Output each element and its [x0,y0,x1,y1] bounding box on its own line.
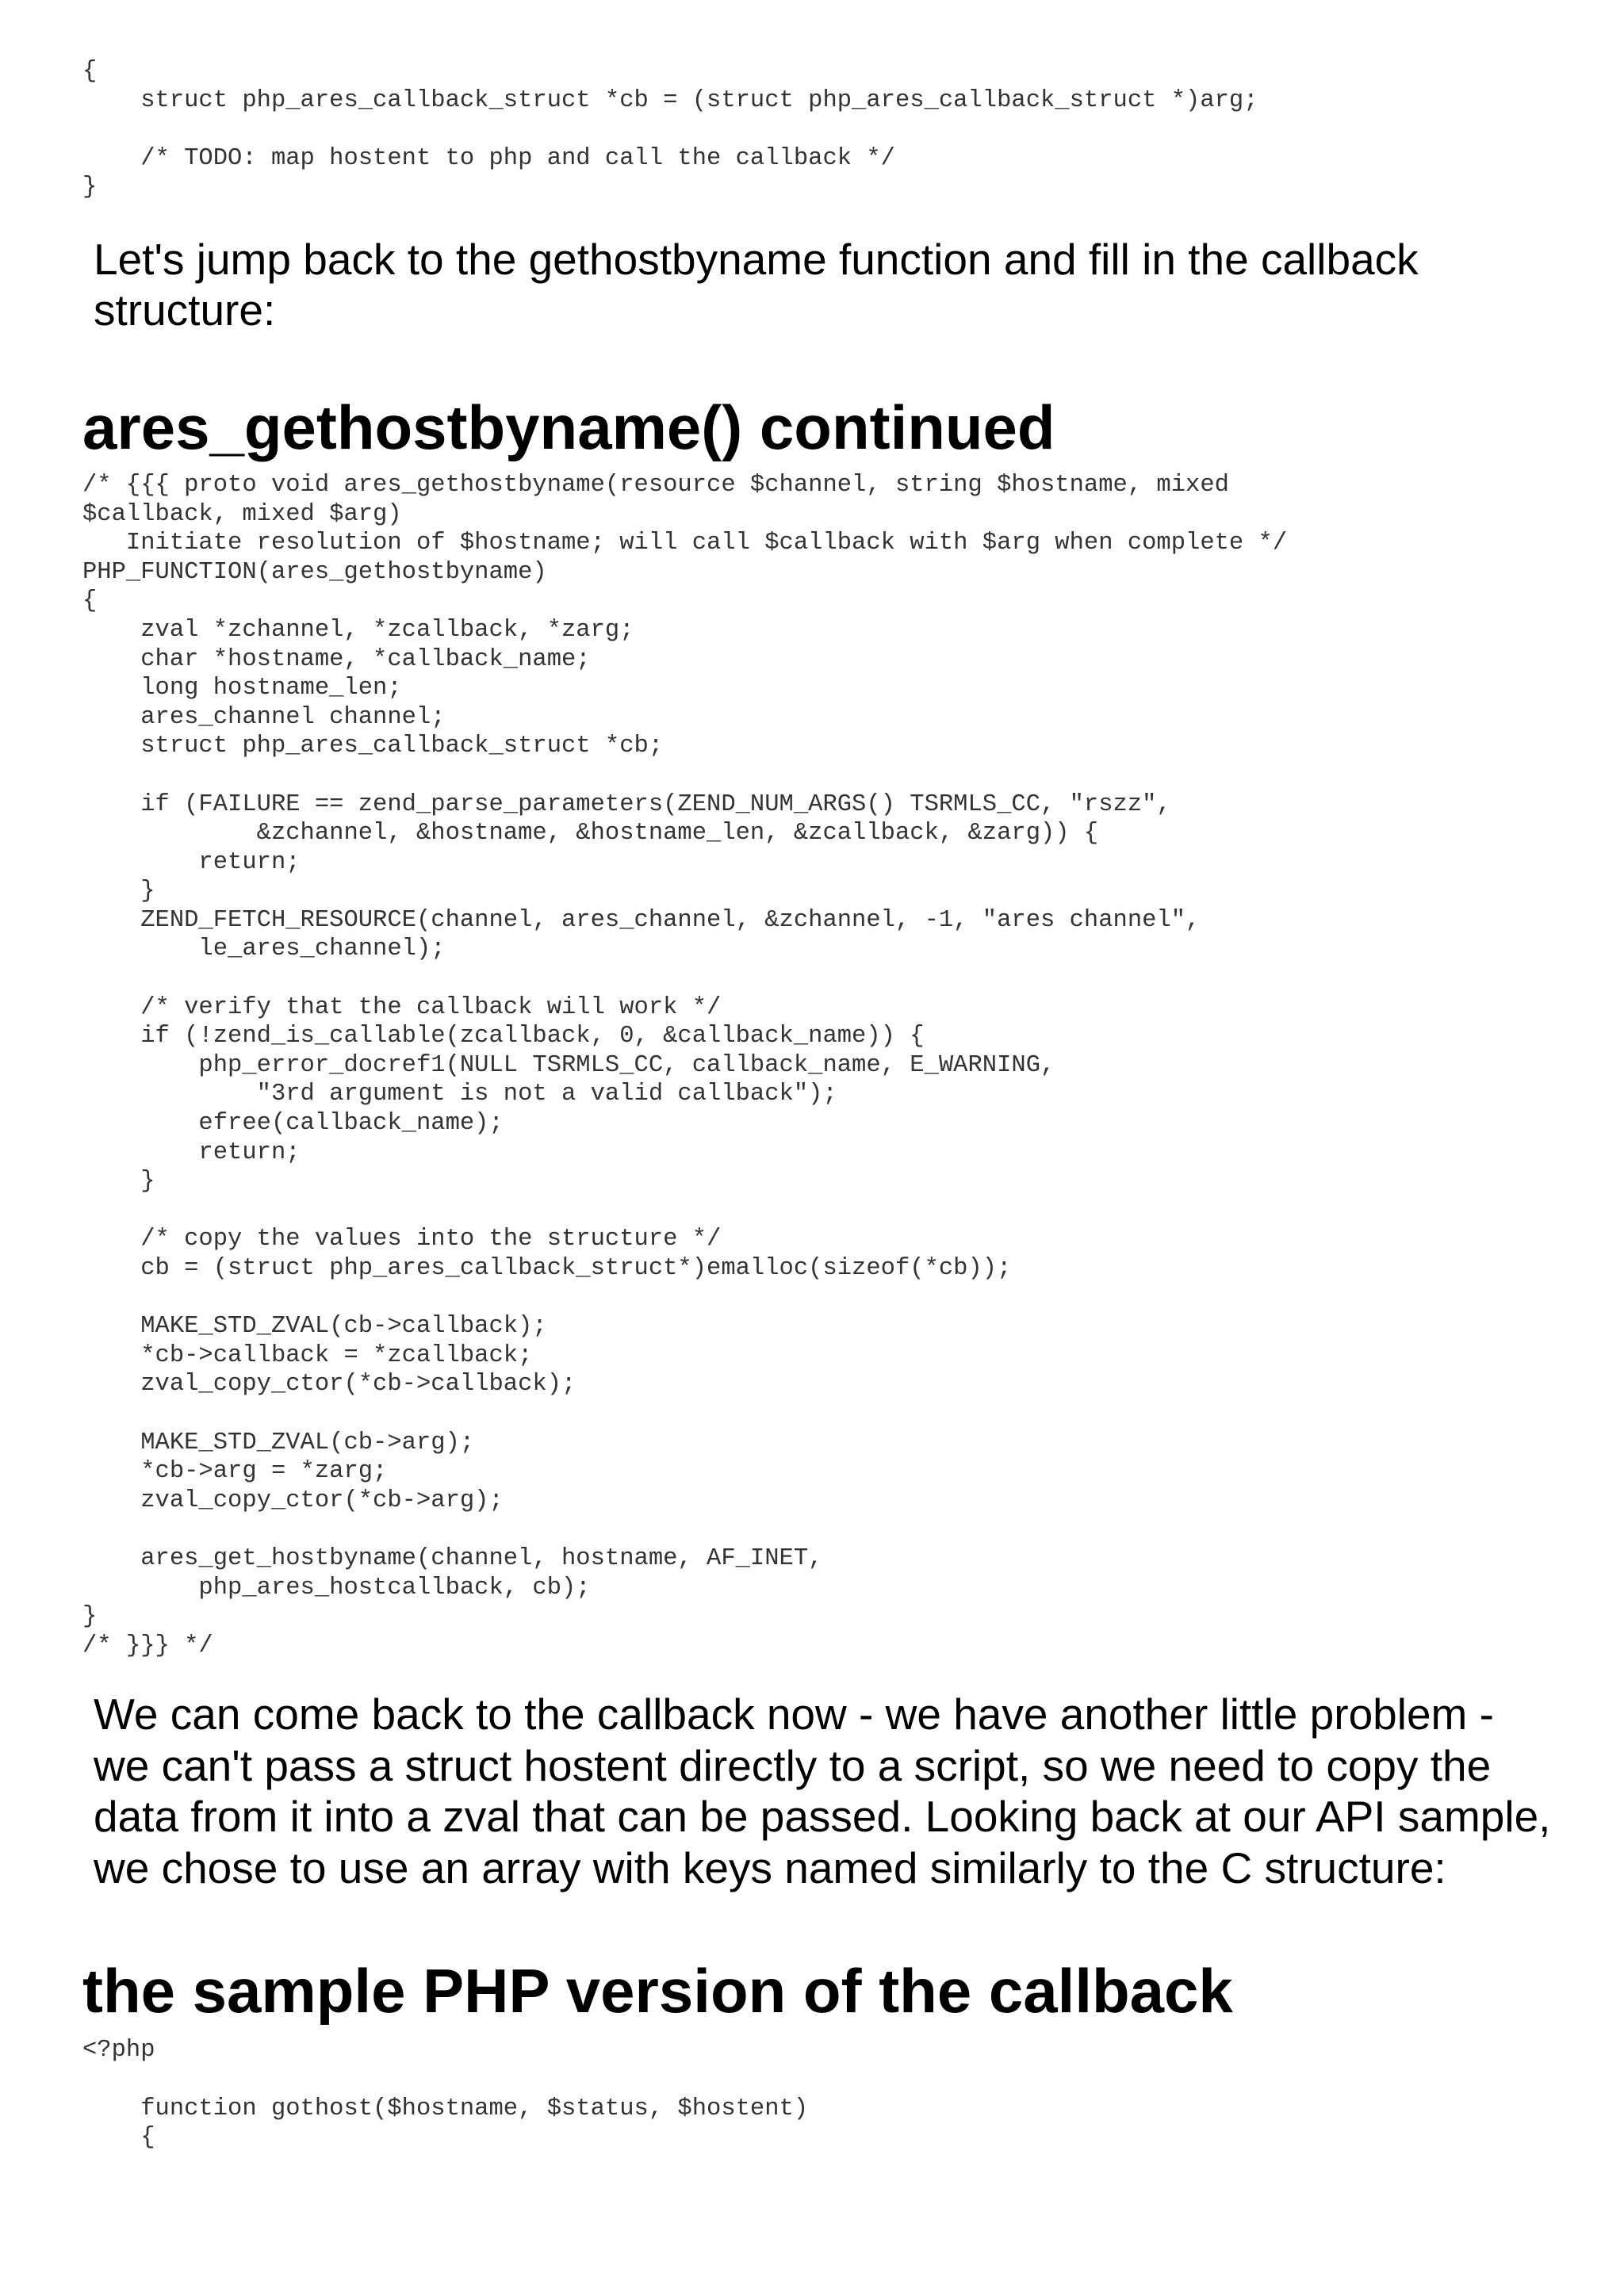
paragraph-jump-back: Let's jump back to the gethostbyname function and fill in the callback structure: [94,234,1419,335]
code-block-callback-stub: { struct php_ares_callback_struct *cb = (struct php_ares_callback_struct *)arg; /* TODO: map hostent to php and call the callback */ } [82,58,1258,201]
paragraph-hostent-zval: We can come back to the callback now - we have another little problem - we can't pass a struct hostent directly to a script, so we need to copy the data from it into a zval that can be passed. Looking back at our API sample, we chose to use an array with keys named similarly to the C structure: [94,1689,1551,1892]
code-block-php-sample: <?php function gothost($hostname, $status, $hostent) { [82,2037,809,2152]
section-heading-gethostbyname-continued: ares_gethostbyname() continued [82,392,1055,462]
code-block-gethostbyname: /* {{{ proto void ares_gethostbyname(resource $channel, string $hostname, mixed $callback, mixed $arg) Initiate resolution of $hostname; will call $callback with $arg when complete */ PHP_FUNCTION(ares_gethostbyname) { zval *zchannel, *zcallback, *zarg; char *hostname, *callback_name; long hostname_len; ares_channel channel; struct php_ares_callback_struct *cb; if (FAILURE == zend_parse_parameters(ZEND_NUM_ARGS() TSRMLS_CC, "rszz", &zchannel, &hostname, &hostname_len, &zcallback, &zarg)) { return; } ZEND_FETCH_RESOURCE(channel, ares_channel, &zchannel, -1, "ares channel", le_ares_channel); /* verify that the callback will work */ if (!zend_is_callable(zcallback, 0, &callback_name)) { php_error_docref1(NULL TSRMLS_CC, callback_name, E_WARNING, "3rd argument is not a valid callback"); efree(callback_name); return; } /* copy the values into the structure */ cb = (struct php_ares_callback_struct*)emalloc(sizeof(*cb)); MAKE_STD_ZVAL(cb->callback); *cb->callback = *zcallback; zval_copy_ctor(*cb->callback); MAKE_STD_ZVAL(cb->arg); *cb->arg = *zarg; zval_copy_ctor(*cb->arg); ares_get_hostbyname(channel, hostname, AF_INET, php_ares_hostcallback, cb); } /* }}} */ [82,471,1288,1659]
document-page [82,57,1557,2152]
section-heading-sample-php-callback: the sample PHP version of the callback [82,1956,1233,2026]
